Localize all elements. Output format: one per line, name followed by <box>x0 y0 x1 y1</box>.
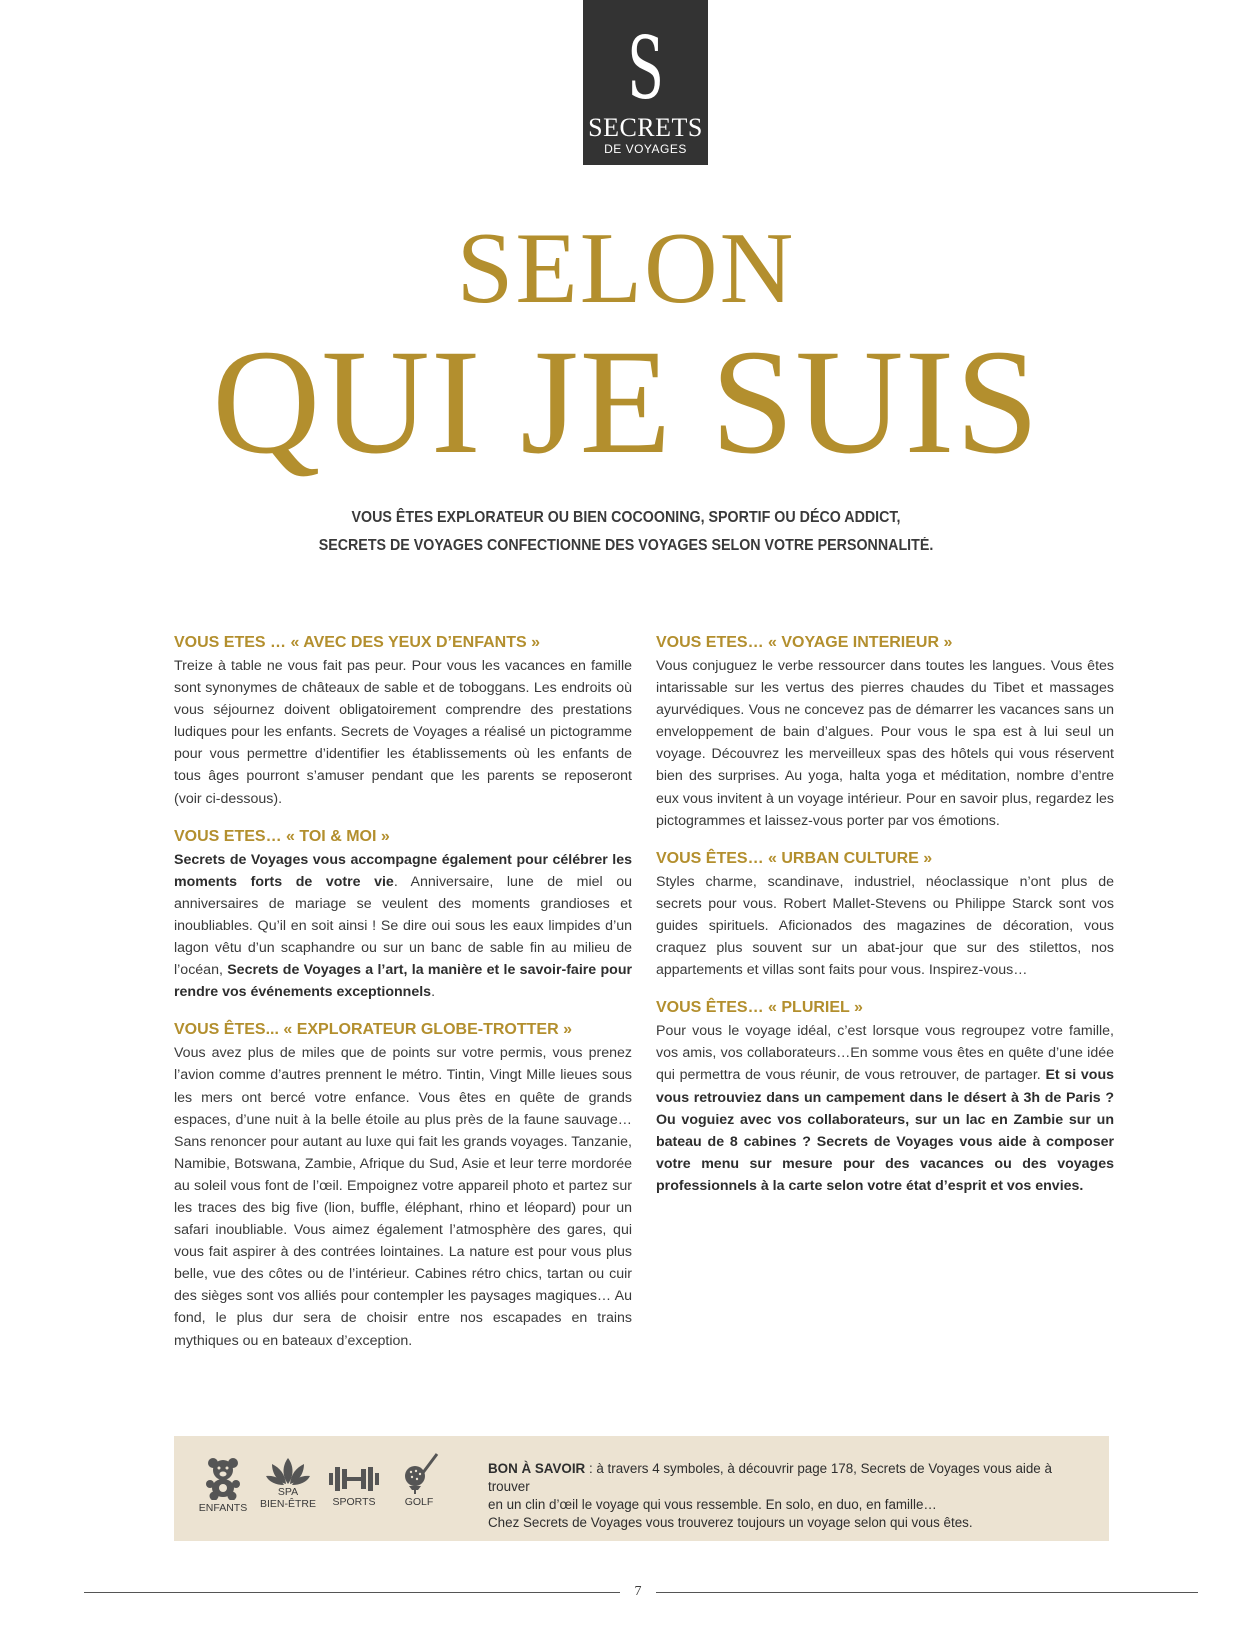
bon-a-savoir-label: BON À SAVOIR <box>488 1461 586 1476</box>
section-enfants <box>174 632 632 810</box>
section-heading: VOUS ETES … « AVEC DES YEUX D’ENFANTS » <box>174 634 541 651</box>
pictogram-label-top: SPA <box>277 1486 299 1498</box>
section-text <box>174 849 632 1004</box>
body-text: Pour vous le voyage idéal, c’est lorsque vous regroupez votre famille, vos amis, vos collaborateurs…En somme vous êtes en quête d’une idée qui permettra de vous réunir, de vous retrouver, de partager. <box>656 1023 1114 1084</box>
brand-logo <box>583 0 708 165</box>
body-text: . <box>431 984 436 1001</box>
bon-a-savoir-text <box>488 1460 1088 1532</box>
teddy-bear-icon <box>203 1456 243 1500</box>
footer-divider-left <box>84 1592 620 1593</box>
section-urban <box>656 848 1114 981</box>
section-text: Vous conjuguez le verbe ressourcer dans toutes les langues. Vous êtes intarissable sur les vertus des pierres chaudes du Tibet et massages ayurvédiques. Vous ne concevez pas de démarrer les vacances sans un enveloppement de bain d’algues. Pour vous le spa est à lui seul un voyage. Découvrez les merveilleux spas des hôtels qui vous réservent bien des surprises. Au yoga, halta yoga et méditation, nombre d’entre eux vous invitent à un voyage intérieur. Pour en savoir plus, regardez les pictogrammes et laissez-vous porter par vos émotions. <box>656 658 1114 829</box>
section-text: Treize à table ne vous fait pas peur. Pour vous les vacances en famille sont synonymes de châteaux de sable et de toboggans. Les endroits où vous séjournez doivent obligatoirement comprendre des prestations ludiques pour les enfants. Secrets de Voyages a réalisé un pictogramme pour vous permettre d’identifier les établissements où les enfants de tous âges pourront s’amuser pendant que les parents se reposeront (voir ci-dessous). <box>174 658 632 807</box>
lotus-icon <box>266 1456 310 1486</box>
section-text <box>656 1020 1114 1197</box>
page-number: 7 <box>634 1584 642 1599</box>
bon-a-savoir-line2: en un clin d’œil le voyage qui vous ressemble. En solo, en duo, en famille… <box>488 1497 937 1512</box>
pictogram-label: SPORTS <box>332 1496 376 1508</box>
body-text: . Anniversaire, lune de miel ou anniversaires de mariage se veulent des moments grandioses et inoubliables. Qu’il en soit ainsi ! Se dire oui sous les eaux limpides d’un lagon vêtu d’un scaphandre ou sur un banc de sable fin au milieu de l’océan, <box>174 873 632 979</box>
section-heading: VOUS ETES… « VOYAGE INTERIEUR » <box>656 634 953 651</box>
pictogram-label: BIEN-ÊTRE <box>259 1498 316 1510</box>
highlight-text: Secrets de Voyages vous accompagne également pour célébrer les moments forts de votre vie <box>174 851 632 890</box>
page-title-line2: QUI JE SUIS <box>212 319 1040 485</box>
highlight-text: Secrets de Voyages a l’art, la manière et le savoir-faire pour rendre vos événements exceptionnels <box>174 962 633 1001</box>
section-text: Vous avez plus de miles que de points sur votre permis, vous prenez l’avion comme d’autres prennent le métro. Tintin, Vingt Mille lieues sous les mers ont bercé votre enfance. Vous êtes en quête de grands espaces, d’une nuit à la belle étoile au plus près de la faune sauvage… Sans renoncer pour autant au luxe qui fait les grands voyages. Tanzanie, Namibie, Botswana, Zambie, Afrique du Sud, Asie et leur terre mordorée au soleil vous font de l’œil. Empoignez votre appareil photo et partez sur les traces des big five (lion, buffle, éléphant, rhino et léopard) pour un safari inoubliable. Vous aimez également l’atmosphère des gares, qui vous fait aspirer à des contrées lointaines. La nature est pour vous plus belle, vue des côtes ou de l’intérieur. Cabines rétro chics, tartan ou cuir des sièges sont vos alliés pour contempler les paysages magiques… Au fond, le plus dur sera de choisir entre nos escapades en trains mythiques ou en bateaux d’exception. <box>174 1045 632 1349</box>
page-title-line1: SELON <box>456 212 796 325</box>
section-heading: VOUS ETES… « TOI & MOI » <box>174 827 390 845</box>
right-column <box>656 632 1114 1213</box>
section-pluriel <box>656 997 1114 1197</box>
bon-a-savoir-box <box>174 1436 1109 1541</box>
section-toi-moi <box>174 826 632 1004</box>
pictogram-label: GOLF <box>404 1496 434 1508</box>
logo-monogram: S <box>627 19 664 119</box>
bon-a-savoir-line3: Chez Secrets de Voyages vous trouverez toujours un voyage selon qui vous êtes. <box>488 1515 973 1530</box>
footer-divider-right <box>656 1592 1198 1593</box>
section-heading: VOUS ÊTES... « EXPLORATEUR GLOBE-TROTTER » <box>174 1021 572 1039</box>
pictogram-spa <box>253 1456 323 1510</box>
pictogram-sports <box>319 1464 389 1508</box>
section-heading: VOUS ÊTES… « PLURIEL » <box>656 999 863 1017</box>
highlight-text: Et si vous vous retrouviez dans un campement dans le désert à 3h de Paris ? Ou voguiez avec vos collaborateurs, sur un lac en Zambie sur un bateau de 8 cabines ? Secrets de Voyages vous aide à composer votre menu sur mesure pour des vacances ou des voyages professionnels à la carte selon votre état d’esprit et vos envies. <box>656 1067 1114 1194</box>
section-heading: VOUS ÊTES… « URBAN CULTURE » <box>656 849 933 867</box>
section-text: Styles charme, scandinave, industriel, néoclassique n’ont plus de secrets pour vous. Robert Mallet-Stevens ou Philippe Starck sont vos guides spirituels. Aficionados des magazines de décoration, vous craquez plus souvent sur un abat-jour que sur des stilettos, nos appartements et villas sont faits pour vous. Inspirez-vous… <box>656 873 1114 979</box>
intro-line1: VOUS ÊTES EXPLORATEUR OU BIEN COCOONING, SPORTIF OU DÉCO ADDICT, <box>351 509 901 526</box>
logo-name: SECRETS <box>588 113 703 142</box>
pictogram-enfants <box>188 1456 258 1514</box>
bon-a-savoir-line1: : à travers 4 symboles, à découvrir page 178, Secrets de Voyages vous aide à trouver <box>488 1461 1052 1494</box>
logo-subtitle: DE VOYAGES <box>604 142 687 156</box>
golf-icon <box>397 1452 441 1494</box>
dumbbell-icon <box>329 1464 379 1494</box>
intro-text <box>0 504 1252 560</box>
section-explorateur <box>174 1019 632 1351</box>
pictogram-golf <box>384 1452 454 1508</box>
intro-line2: SECRETS DE VOYAGES CONFECTIONNE DES VOYAGES SELON VOTRE PERSONNALITÉ. <box>318 537 934 554</box>
pictogram-label: ENFANTS <box>198 1502 248 1514</box>
left-column <box>174 632 632 1368</box>
section-interieur <box>656 632 1114 832</box>
